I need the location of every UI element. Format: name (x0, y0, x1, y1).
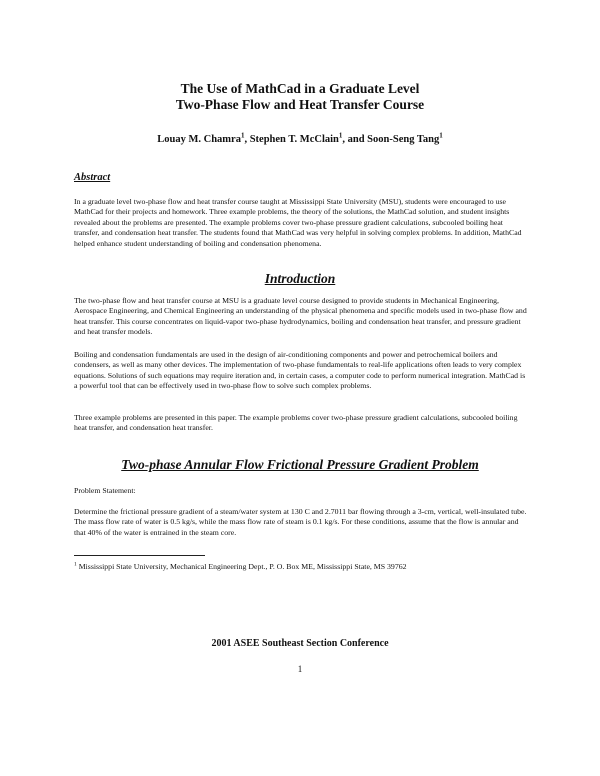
footnote-divider (74, 555, 205, 556)
abstract-heading: Abstract (74, 172, 111, 183)
conference-footer: 2001 ASEE Southeast Section Conference (211, 638, 389, 649)
author-2: , Stephen T. McClain (244, 134, 339, 145)
footnote-mark: 1 (74, 561, 77, 568)
author-list (0, 133, 600, 147)
page-number: 1 (297, 664, 303, 674)
introduction-heading: Introduction (264, 271, 336, 286)
section-2-heading: Two-phase Annular Flow Frictional Pressure Gradient Problem (121, 457, 479, 472)
affiliation-mark-1: 1 (240, 131, 245, 140)
author-1: Louay M. Chamra (157, 134, 241, 145)
introduction-paragraph-3: Three example problems are presented in this paper. The example problems cover two-phase pressure gradient calculations, subcooled boiling heat transfer, and condensation heat transfer. (74, 413, 518, 433)
affiliation-mark-2: 1 (338, 131, 343, 140)
problem-statement-label: Problem Statement: (74, 486, 136, 495)
author-3: , and Soon-Seng Tang (342, 134, 440, 145)
paper-title-line-2: Two-Phase Flow and Heat Transfer Course (175, 97, 425, 112)
abstract-body: In a graduate level two-phase flow and heat transfer course taught at Mississippi State University (MSU), students were encouraged to use MathCad for their projects and homework. Three example problems, the theory of the solutions, the MathCad solution, and student insights revealed about the problems are presented. The example problems cover two-phase pressure gradient calculations, subcooled boiling heat transfer, and condensation heat transfer. The students found that MathCad was very helpful in solving complex problems. In addition, MathCad helped enhance student understanding of boiling and condensation phenomena. (74, 197, 522, 248)
affiliation-mark-3: 1 (439, 131, 443, 140)
footnote (74, 562, 530, 572)
introduction-paragraph-1: The two-phase flow and heat transfer course at MSU is a graduate level course designed to provide students in Mechanical Engineering, Aerospace Engineering, and Chemical Engineering an understanding of the physical phenomena and specific models used in two-phase flow and heat transfer. This course concentrates on liquid-vapor two-phase hydrodynamics, boiling and condensation heat transfer, and pressure gradient and heat transfer models. (74, 296, 527, 337)
introduction-paragraph-2: Boiling and condensation fundamentals are used in the design of air-conditioning components and power and petrochemical boilers and condensers, as well as many other devices. The implementation of two-phase fundamentals to real-life applications often leads to very complex equations. Solutions of such equations may require iteration and, in certain cases, a computer code to perform numerical integration. MathCad is a powerful tool that can be effectively used in two-phase flow to solve such complex problems. (74, 350, 526, 391)
footnote-text: Mississippi State University, Mechanical Engineering Dept., P. O. Box ME, Mississippi State, MS 39762 (76, 562, 407, 571)
paper-title-line-1: The Use of MathCad in a Graduate Level (180, 81, 420, 96)
problem-statement-body: Determine the frictional pressure gradient of a steam/water system at 130 C and 2.7011 bar flowing through a 3-cm, vertical, well-insulated tube. The mass flow rate of water is 0.5 kg/s, while the mass flow rate of steam is 0.1 kg/s. For these conditions, assume that the flow is annular and that 40% of the water is entrained in the steam core. (74, 507, 527, 537)
